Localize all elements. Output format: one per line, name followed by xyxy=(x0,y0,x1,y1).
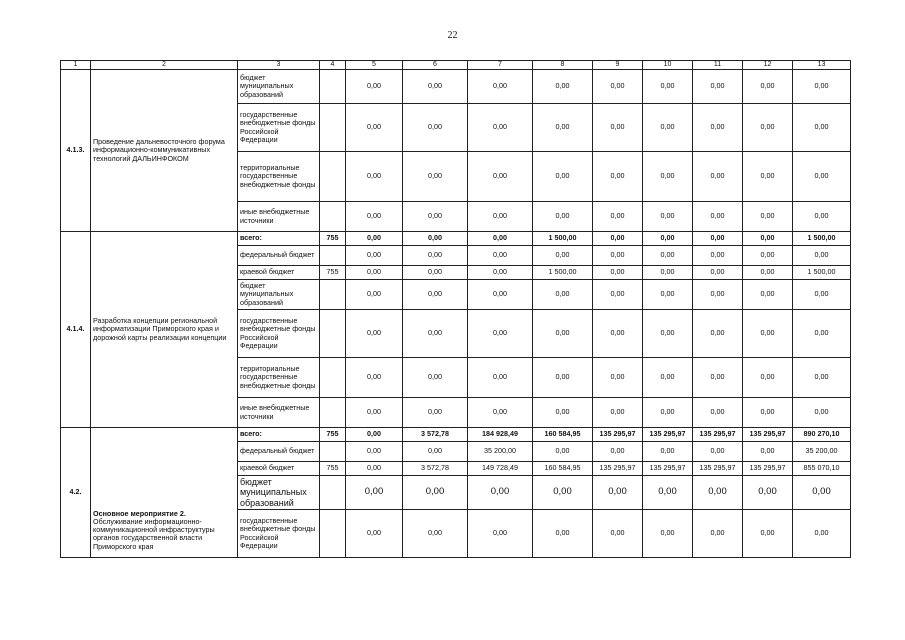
value-cell: 0,00 xyxy=(533,152,593,202)
section-code: 4.2. xyxy=(61,428,91,558)
budget-code xyxy=(320,202,346,232)
value-cell: 0,00 xyxy=(693,398,743,428)
section-code: 4.1.3. xyxy=(61,70,91,232)
value-cell: 0,00 xyxy=(693,510,743,558)
value-cell: 0,00 xyxy=(643,280,693,310)
budget-code xyxy=(320,510,346,558)
value-cell: 0,00 xyxy=(346,104,403,152)
budget-table xyxy=(60,60,851,558)
value-cell: 3 572,78 xyxy=(403,428,468,442)
budget-code xyxy=(320,442,346,462)
value-cell: 0,00 xyxy=(346,358,403,398)
funding-source: федеральный бюджет xyxy=(238,442,320,462)
value-cell: 0,00 xyxy=(743,202,793,232)
budget-code: 755 xyxy=(320,266,346,280)
value-cell: 0,00 xyxy=(593,104,643,152)
value-cell: 0,00 xyxy=(346,442,403,462)
value-cell: 0,00 xyxy=(593,280,643,310)
value-cell: 0,00 xyxy=(403,70,468,104)
budget-code xyxy=(320,358,346,398)
value-cell: 0,00 xyxy=(643,266,693,280)
budget-code: 755 xyxy=(320,428,346,442)
value-cell: 0,00 xyxy=(346,70,403,104)
value-cell: 0,00 xyxy=(593,442,643,462)
value-cell: 0,00 xyxy=(693,358,743,398)
value-cell: 0,00 xyxy=(643,232,693,246)
value-cell: 0,00 xyxy=(793,398,851,428)
value-cell: 0,00 xyxy=(743,104,793,152)
section-name-text: Разработка концепции региональной информатизации Приморского края и дорожной карты реализации концепции xyxy=(93,316,227,342)
value-cell: 135 295,97 xyxy=(593,462,643,476)
value-cell: 0,00 xyxy=(793,310,851,358)
value-cell: 1 500,00 xyxy=(533,232,593,246)
value-cell: 855 070,10 xyxy=(793,462,851,476)
header-row xyxy=(61,61,851,70)
value-cell: 0,00 xyxy=(693,310,743,358)
value-cell: 0,00 xyxy=(468,310,533,358)
value-cell: 0,00 xyxy=(533,280,593,310)
value-cell: 35 200,00 xyxy=(793,442,851,462)
value-cell: 0,00 xyxy=(643,104,693,152)
value-cell: 0,00 xyxy=(743,398,793,428)
value-cell: 0,00 xyxy=(643,510,693,558)
funding-source: государственные внебюджетные фонды Российской Федерации xyxy=(238,510,320,558)
value-cell: 0,00 xyxy=(346,202,403,232)
budget-code xyxy=(320,152,346,202)
value-cell: 0,00 xyxy=(643,202,693,232)
value-cell: 1 500,00 xyxy=(533,266,593,280)
value-cell: 0,00 xyxy=(743,152,793,202)
value-cell: 0,00 xyxy=(468,104,533,152)
value-cell: 0,00 xyxy=(346,266,403,280)
value-cell: 0,00 xyxy=(346,152,403,202)
value-cell: 0,00 xyxy=(593,232,643,246)
value-cell: 0,00 xyxy=(346,310,403,358)
value-cell: 0,00 xyxy=(403,510,468,558)
column-header: 6 xyxy=(403,61,468,70)
value-cell: 0,00 xyxy=(346,428,403,442)
value-cell: 0,00 xyxy=(346,280,403,310)
funding-source: территориальные государственные внебюджетные фонды xyxy=(238,152,320,202)
value-cell: 0,00 xyxy=(468,152,533,202)
column-header: 10 xyxy=(643,61,693,70)
column-header: 12 xyxy=(743,61,793,70)
value-cell: 0,00 xyxy=(468,398,533,428)
value-cell: 0,00 xyxy=(743,510,793,558)
budget-code: 755 xyxy=(320,232,346,246)
funding-source: краевой бюджет xyxy=(238,266,320,280)
funding-source: государственные внебюджетные фонды Российской Федерации xyxy=(238,104,320,152)
value-cell: 0,00 xyxy=(403,310,468,358)
value-cell: 0,00 xyxy=(743,442,793,462)
value-cell: 1 500,00 xyxy=(793,232,851,246)
value-cell: 0,00 xyxy=(533,358,593,398)
value-cell: 0,00 xyxy=(346,246,403,266)
value-cell: 0,00 xyxy=(403,104,468,152)
value-cell: 0,00 xyxy=(403,280,468,310)
section-name xyxy=(91,232,238,428)
value-cell: 0,00 xyxy=(533,310,593,358)
value-cell: 135 295,97 xyxy=(593,428,643,442)
value-cell: 0,00 xyxy=(693,246,743,266)
value-cell: 0,00 xyxy=(593,152,643,202)
value-cell: 0,00 xyxy=(403,246,468,266)
value-cell: 135 295,97 xyxy=(693,428,743,442)
budget-code xyxy=(320,476,346,510)
section-name-text: Обслуживание информационно-коммуникационной инфраструктуры органов государственной власти Приморского края xyxy=(93,516,215,551)
value-cell: 0,00 xyxy=(593,202,643,232)
value-cell: 0,00 xyxy=(403,232,468,246)
value-cell: 0,00 xyxy=(793,280,851,310)
value-cell: 0,00 xyxy=(468,202,533,232)
value-cell: 0,00 xyxy=(693,202,743,232)
value-cell: 0,00 xyxy=(793,104,851,152)
value-cell: 0,00 xyxy=(403,358,468,398)
value-cell: 0,00 xyxy=(468,70,533,104)
funding-source: всего: xyxy=(238,428,320,442)
budget-code xyxy=(320,104,346,152)
value-cell: 0,00 xyxy=(643,152,693,202)
value-cell: 160 584,95 xyxy=(533,462,593,476)
budget-code xyxy=(320,280,346,310)
funding-source: бюджет муниципальных образований xyxy=(238,70,320,104)
value-cell: 0,00 xyxy=(643,358,693,398)
value-cell: 0,00 xyxy=(743,476,793,510)
value-cell: 0,00 xyxy=(533,70,593,104)
value-cell: 160 584,95 xyxy=(533,428,593,442)
value-cell: 0,00 xyxy=(468,510,533,558)
section-name xyxy=(91,428,238,558)
value-cell: 149 728,49 xyxy=(468,462,533,476)
value-cell: 0,00 xyxy=(593,70,643,104)
value-cell: 184 928,49 xyxy=(468,428,533,442)
value-cell: 0,00 xyxy=(533,510,593,558)
value-cell: 135 295,97 xyxy=(693,462,743,476)
value-cell: 0,00 xyxy=(403,152,468,202)
value-cell: 0,00 xyxy=(693,476,743,510)
value-cell: 3 572,78 xyxy=(403,462,468,476)
value-cell: 0,00 xyxy=(346,398,403,428)
column-header: 2 xyxy=(91,61,238,70)
funding-source: территориальные государственные внебюджетные фонды xyxy=(238,358,320,398)
value-cell: 0,00 xyxy=(468,246,533,266)
budget-code xyxy=(320,246,346,266)
value-cell: 0,00 xyxy=(693,442,743,462)
section-code: 4.1.4. xyxy=(61,232,91,428)
value-cell: 0,00 xyxy=(403,202,468,232)
value-cell: 890 270,10 xyxy=(793,428,851,442)
value-cell: 0,00 xyxy=(468,232,533,246)
column-header: 11 xyxy=(693,61,743,70)
funding-source: всего: xyxy=(238,232,320,246)
value-cell: 0,00 xyxy=(793,202,851,232)
value-cell: 0,00 xyxy=(533,104,593,152)
value-cell: 0,00 xyxy=(346,476,403,510)
value-cell: 0,00 xyxy=(793,476,851,510)
value-cell: 0,00 xyxy=(593,510,643,558)
value-cell: 35 200,00 xyxy=(468,442,533,462)
value-cell: 0,00 xyxy=(403,398,468,428)
value-cell: 0,00 xyxy=(743,310,793,358)
value-cell: 0,00 xyxy=(643,310,693,358)
value-cell: 0,00 xyxy=(743,70,793,104)
funding-source: федеральный бюджет xyxy=(238,246,320,266)
funding-source: бюджет муниципальных образований xyxy=(238,476,320,510)
column-header: 9 xyxy=(593,61,643,70)
budget-code xyxy=(320,398,346,428)
value-cell: 0,00 xyxy=(403,442,468,462)
value-cell: 0,00 xyxy=(693,70,743,104)
value-cell: 0,00 xyxy=(533,476,593,510)
column-header: 3 xyxy=(238,61,320,70)
value-cell: 0,00 xyxy=(533,442,593,462)
value-cell: 0,00 xyxy=(533,202,593,232)
value-cell: 0,00 xyxy=(643,398,693,428)
value-cell: 0,00 xyxy=(643,476,693,510)
value-cell: 0,00 xyxy=(593,266,643,280)
value-cell: 0,00 xyxy=(693,280,743,310)
value-cell: 0,00 xyxy=(346,510,403,558)
value-cell: 0,00 xyxy=(793,358,851,398)
value-cell: 0,00 xyxy=(346,232,403,246)
table-body xyxy=(61,61,851,558)
value-cell: 0,00 xyxy=(346,462,403,476)
value-cell: 0,00 xyxy=(793,152,851,202)
value-cell: 0,00 xyxy=(403,266,468,280)
main-activity-title: Основное мероприятие 2. xyxy=(93,508,186,518)
table-row xyxy=(61,428,851,442)
value-cell: 0,00 xyxy=(403,476,468,510)
funding-source: бюджет муниципальных образований xyxy=(238,280,320,310)
value-cell: 0,00 xyxy=(593,398,643,428)
value-cell: 0,00 xyxy=(593,358,643,398)
value-cell: 0,00 xyxy=(743,358,793,398)
funding-source: иные внебюджетные источники xyxy=(238,398,320,428)
value-cell: 0,00 xyxy=(693,266,743,280)
funding-source: государственные внебюджетные фонды Российской Федерации xyxy=(238,310,320,358)
column-header: 1 xyxy=(61,61,91,70)
value-cell: 0,00 xyxy=(593,310,643,358)
value-cell: 0,00 xyxy=(593,246,643,266)
value-cell: 135 295,97 xyxy=(743,428,793,442)
value-cell: 0,00 xyxy=(468,280,533,310)
value-cell: 0,00 xyxy=(468,266,533,280)
funding-source: иные внебюджетные источники xyxy=(238,202,320,232)
funding-source: краевой бюджет xyxy=(238,462,320,476)
budget-code xyxy=(320,70,346,104)
value-cell: 0,00 xyxy=(643,442,693,462)
value-cell: 135 295,97 xyxy=(643,428,693,442)
table-row xyxy=(61,232,851,246)
value-cell: 0,00 xyxy=(693,152,743,202)
column-header: 13 xyxy=(793,61,851,70)
budget-code xyxy=(320,310,346,358)
value-cell: 0,00 xyxy=(743,232,793,246)
value-cell: 0,00 xyxy=(693,232,743,246)
value-cell: 0,00 xyxy=(793,246,851,266)
value-cell: 135 295,97 xyxy=(743,462,793,476)
value-cell: 0,00 xyxy=(743,246,793,266)
section-name xyxy=(91,70,238,232)
column-header: 5 xyxy=(346,61,403,70)
column-header: 4 xyxy=(320,61,346,70)
value-cell: 0,00 xyxy=(533,398,593,428)
column-header: 7 xyxy=(468,61,533,70)
section-name-text: Проведение дальневосточного форума информационно-коммуникативных технологий ДАЛЬИНФОКОМ xyxy=(93,137,225,163)
value-cell: 0,00 xyxy=(533,246,593,266)
value-cell: 0,00 xyxy=(468,476,533,510)
value-cell: 0,00 xyxy=(693,104,743,152)
value-cell: 0,00 xyxy=(468,358,533,398)
page-number: 22 xyxy=(447,30,458,41)
column-header: 8 xyxy=(533,61,593,70)
value-cell: 0,00 xyxy=(743,266,793,280)
value-cell: 0,00 xyxy=(793,510,851,558)
value-cell: 0,00 xyxy=(793,70,851,104)
value-cell: 0,00 xyxy=(593,476,643,510)
table-row xyxy=(61,70,851,104)
value-cell: 1 500,00 xyxy=(793,266,851,280)
value-cell: 135 295,97 xyxy=(643,462,693,476)
value-cell: 0,00 xyxy=(643,70,693,104)
value-cell: 0,00 xyxy=(743,280,793,310)
value-cell: 0,00 xyxy=(643,246,693,266)
budget-code: 755 xyxy=(320,462,346,476)
